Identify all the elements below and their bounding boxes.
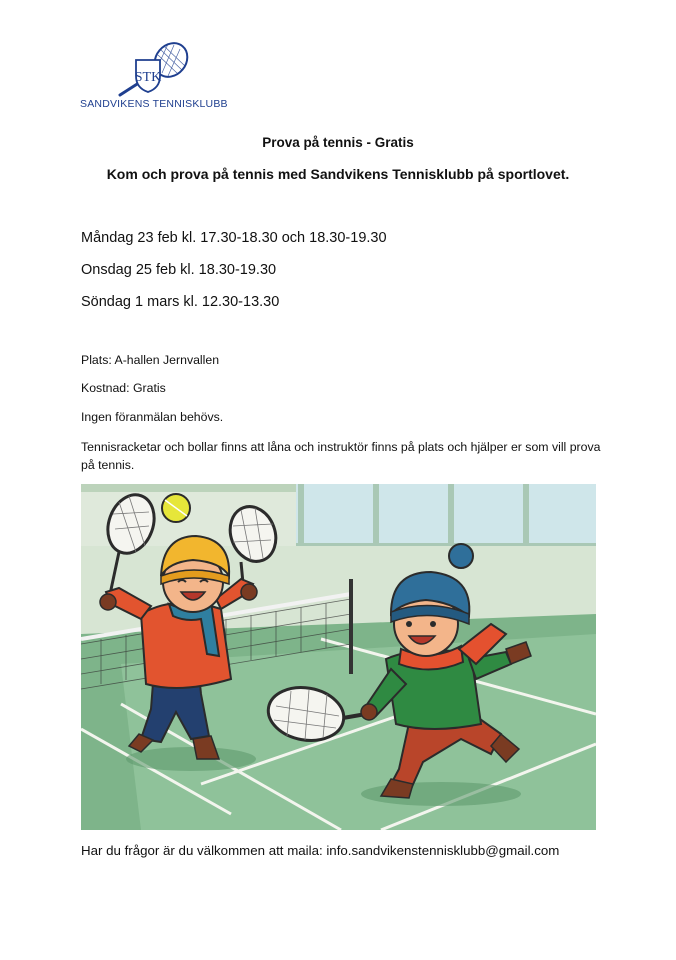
club-logo [78,38,228,114]
racket-logo-icon [116,38,196,98]
logo-monogram: STK [134,70,162,85]
kids-tennis-illustration [81,484,596,830]
schedule-item: Måndag 23 feb kl. 17.30-18.30 och 18.30-19.30 [81,230,387,246]
schedule-item: Söndag 1 mars kl. 12.30-13.30 [81,294,280,310]
contact-text: Har du frågor är du välkommen att maila: info.sandvikenstennisklubb@gmail.com [81,843,560,858]
schedule-item: Onsdag 25 feb kl. 18.30-19.30 [81,262,277,278]
registration-text: Ingen föranmälan behövs. [81,410,224,424]
club-name: SANDVIKENS TENNISKLUBB [80,98,228,110]
page-title: Prova på tennis - Gratis [262,135,414,150]
description-text: Tennisracketar och bollar finns att låna och instruktör finns på plats och hjälper er som vill prova på tennis. [81,440,601,472]
cost-text: Kostnad: Gratis [81,381,166,395]
place-text: Plats: A-hallen Jernvallen [81,353,220,367]
page-subtitle: Kom och prova på tennis med Sandvikens Tennisklubb på sportlovet. [106,166,570,182]
